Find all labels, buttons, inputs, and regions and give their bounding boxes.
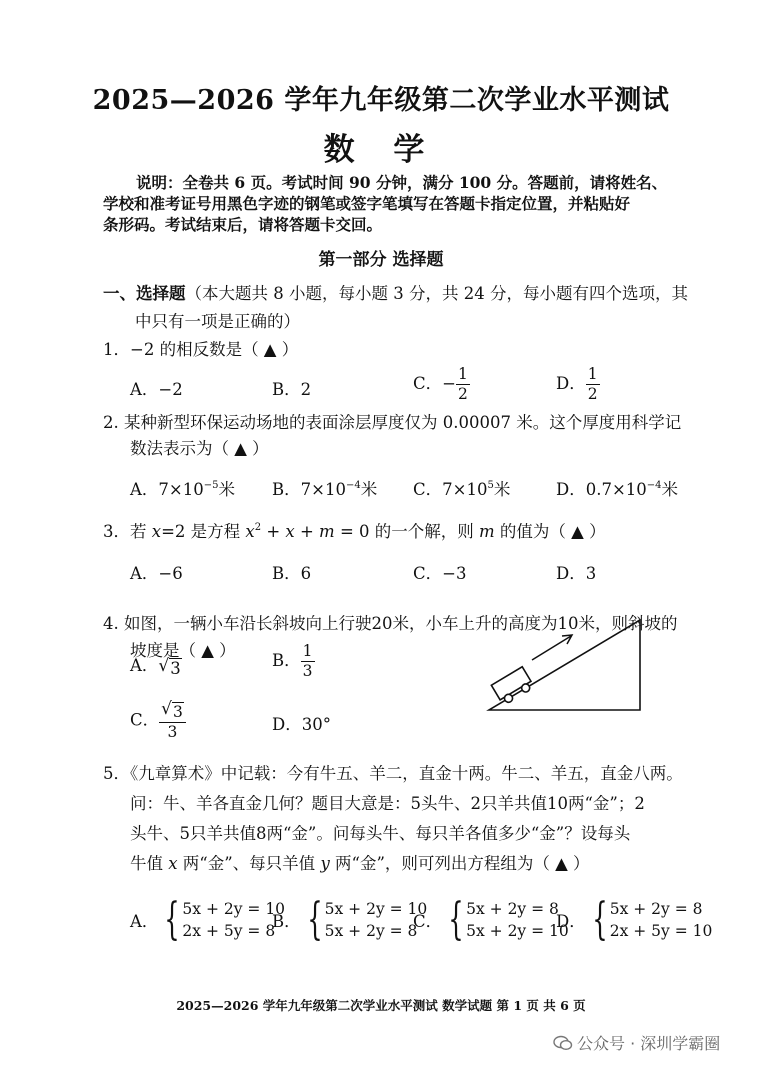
subject-title: 数 学 — [323, 132, 439, 168]
cart-wheel-rear — [503, 693, 514, 704]
q1-option-d: D． $\frac{1}{2}$ — [556, 365, 598, 403]
q1-c-fraction: $\frac{1}{2}$ — [457, 365, 468, 403]
q1-stem: 1．−2 的相反数是（ ▲ ） — [103, 340, 299, 359]
direction-arrow-head — [562, 635, 572, 644]
q4-option-d: D．30° — [272, 715, 331, 734]
page-footer: 2025—2026 学年九年级第二次学业水平测试 数学试题 第 1 页 共 6 页 — [176, 998, 586, 1013]
q1-option-a: A．−2 — [130, 380, 183, 399]
q4-c-fraction: √ 3 3 — [159, 700, 186, 742]
q5-option-c: C． { 5x + 2y = 8 5x + 2y = 10 — [413, 894, 569, 945]
q3-option-d: D．3 — [556, 564, 597, 583]
direction-arrow-line — [532, 636, 571, 660]
q3-option-a: A．−6 — [130, 564, 183, 583]
instructions-label: 说明： — [136, 173, 183, 192]
q5-stem-line-2: 问：牛、羊各直金几何？题目大意是：5头牛、2只羊共值10两“金”；2 — [130, 794, 645, 813]
q4-stem-line-1: 4. 如图，一辆小车沿长斜坡向上行驶20米，小车上升的高度为10米，则斜坡的 — [103, 614, 678, 633]
q5-option-b: B． { 5x + 2y = 10 5x + 2y = 8 — [272, 894, 428, 945]
q1-option-b: B．2 — [272, 380, 312, 399]
q5-option-d: D． { 5x + 2y = 8 2x + 5y = 10 — [556, 894, 713, 945]
q2-stem-line-2: 数法表示为（ ▲ ） — [130, 439, 269, 458]
q4-a-sqrt: √ 3 — [158, 656, 181, 678]
q3-option-b: B．6 — [272, 564, 312, 583]
q3-option-c: C．−3 — [413, 564, 467, 583]
q4-b-fraction: $\frac{1}{3}$ — [302, 642, 313, 680]
exam-title: 2025—2026 学年九年级第二次学业水平测试 — [92, 85, 670, 116]
q2-option-c: C．$7\times 10^5$米 — [413, 480, 511, 499]
instructions-line-3: 条形码。考试结束后，请将答题卡交回。 — [103, 215, 383, 234]
q2-option-b: B．$7\times 10^{-4}$米 — [272, 480, 378, 499]
cart — [491, 667, 534, 706]
q2-stem-line-1: 2. 某种新型环保运动场地的表面涂层厚度仅为 0.00007 米。这个厚度用科学记 — [103, 413, 682, 432]
q1-option-c: C．− $\frac{1}{2}$ — [413, 365, 468, 403]
q4-option-a: A． √ 3 — [130, 656, 181, 678]
q5-stem-line-3: 头牛、5只羊共值8两“金”。问每头牛、每只羊各值多少“金”？设每头 — [130, 824, 631, 843]
section-header: 一、选择题（本大题共 8 小题，每小题 3 分，共 24 分，每小题有四个选项，其 — [103, 284, 688, 303]
q5-stem-line-1: 5．《九章算术》中记载：今有牛五、羊二，直金十两。牛二、羊五，直金八两。 — [103, 764, 683, 783]
q4-stem-line-2: 坡度是（ ▲ ） — [130, 641, 236, 660]
instructions-line-1: 说明：全卷共 6 页。考试时间 90 分钟，满分 100 分。答题前，请将姓名、 — [136, 173, 668, 192]
section-desc-2: 中只有一项是正确的） — [135, 312, 300, 331]
slope-figure — [486, 618, 646, 714]
q5-stem-line-4: 牛值 x 两“金”、每只羊值 y 两“金”，则可列出方程组为（ ▲ ） — [130, 854, 590, 873]
q4-option-b: B． $\frac{1}{3}$ — [272, 642, 313, 680]
wechat-icon — [553, 1035, 573, 1051]
q3-stem: 3．若 x=2 是方程 $x^2 + x + m = 0$ 的一个解，则 m 的值为（ ▲ ） — [103, 522, 606, 541]
part-title: 第一部分 选择题 — [318, 250, 444, 270]
q2-option-d: D．$0.7\times 10^{-4}$米 — [556, 480, 679, 499]
q4-option-c: C． √ 3 3 — [130, 700, 186, 742]
section-label: 一、选择题 — [103, 284, 186, 303]
q2-option-a: A．$7\times 10^{-5}$米 — [130, 480, 235, 499]
watermark: 公众号 · 深圳学霸圈 — [553, 1031, 720, 1054]
cart-wheel-front — [520, 683, 531, 694]
q5-option-a: A． { 5x + 2y = 10 2x + 5y = 8 — [130, 894, 286, 945]
instructions-line-2: 学校和准考证号用黑色字迹的钢笔或签字笔填写在答题卡指定位置，并粘贴好 — [103, 194, 631, 213]
q1-d-fraction: $\frac{1}{2}$ — [587, 365, 598, 403]
